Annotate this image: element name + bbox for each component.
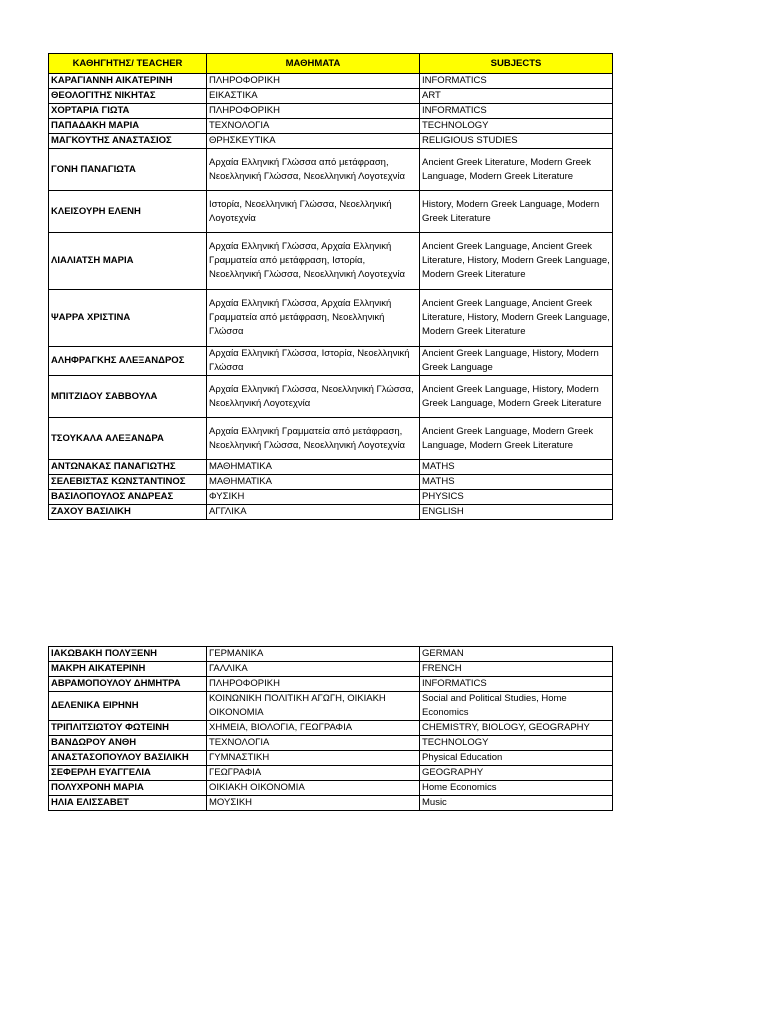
table-row [49,460,613,475]
mathimata-cell: ΜΑΘΗΜΑΤΙΚΑ [207,475,420,490]
teacher-cell: ΜΑΚΡΗ ΑΙΚΑΤΕΡΙΝΗ [49,662,207,677]
mathimata-cell: ΜΟΥΣΙΚΗ [207,796,420,811]
teacher-cell: ΑΒΡΑΜΟΠΟΥΛΟΥ ΔΗΜΗΤΡΑ [49,677,207,692]
mathimata-cell: ΠΛΗΡΟΦΟΡΙΚΗ [207,74,420,89]
table-row [49,647,613,662]
mathimata-cell: ΤΕΧΝΟΛΟΓΙΑ [207,119,420,134]
subjects-cell: INFORMATICS [420,677,613,692]
teacher-cell: ΙΑΚΩΒΑΚΗ ΠΟΛΥΞΕΝΗ [49,647,207,662]
teachers-table-1 [48,53,613,520]
teacher-cell: ΠΟΛΥΧΡΟΝΗ ΜΑΡΙΑ [49,781,207,796]
mathimata-cell: ΟΙΚΙΑΚΗ ΟΙΚΟΝΟΜΙΑ [207,781,420,796]
table-row [49,119,613,134]
table-row [49,490,613,505]
teacher-cell: ΜΠΙΤΖΙΔΟΥ ΣΑΒΒΟΥΛΑ [49,376,207,418]
table-row [49,662,613,677]
table-row [49,692,613,721]
table-row [49,505,613,520]
subjects-cell: FRENCH [420,662,613,677]
mathimata-cell: ΧΗΜΕΙΑ, ΒΙΟΛΟΓΙΑ, ΓΕΩΓΡΑΦΙΑ [207,721,420,736]
mathimata-cell: ΑΓΓΛΙΚΑ [207,505,420,520]
teacher-cell: ΗΛΙΑ ΕΛΙΣΣΑΒΕΤ [49,796,207,811]
teacher-cell: ΧΟΡΤΑΡΙΑ ΓΙΩΤΑ [49,104,207,119]
header-mathimata: ΜΑΘΗΜΑΤΑ [207,54,420,74]
teacher-cell: ΑΛΗΦΡΑΓΚΗΣ ΑΛΕΞΑΝΔΡΟΣ [49,347,207,376]
table-row [49,418,613,460]
subjects-cell: MATHS [420,475,613,490]
table-row [49,677,613,692]
header-subjects: SUBJECTS [420,54,613,74]
subjects-cell: INFORMATICS [420,104,613,119]
table-row [49,149,613,191]
table-row [49,475,613,490]
subjects-cell: Physical Education [420,751,613,766]
mathimata-cell: ΓΥΜΝΑΣΤΙΚΗ [207,751,420,766]
mathimata-cell: Αρχαία Ελληνική Γραμματεία από μετάφραση, Νεοελληνική Γλώσσα, Νεοελληνική Λογοτεχνία [207,418,420,460]
table-row [49,796,613,811]
teacher-cell: ΣΕΦΕΡΛΗ ΕΥΑΓΓΕΛΙΑ [49,766,207,781]
teacher-cell: ΑΝΤΩΝΑΚΑΣ ΠΑΝΑΓΙΩΤΗΣ [49,460,207,475]
subjects-cell: Music [420,796,613,811]
subjects-cell: Ancient Greek Language, Modern Greek Language, Modern Greek Literature [420,418,613,460]
subjects-cell: PHYSICS [420,490,613,505]
teacher-cell: ΖΑΧΟΥ ΒΑΣΙΛΙΚΗ [49,505,207,520]
table-row [49,191,613,233]
mathimata-cell: ΠΛΗΡΟΦΟΡΙΚΗ [207,104,420,119]
table-row [49,376,613,418]
mathimata-cell: ΓΑΛΛΙΚΑ [207,662,420,677]
mathimata-cell: ΕΙΚΑΣΤΙΚΑ [207,89,420,104]
teacher-cell: ΨΑΡΡΑ ΧΡΙΣΤΙΝΑ [49,290,207,347]
teacher-cell: ΔΕΛΕΝΙΚΑ ΕΙΡΗΝΗ [49,692,207,721]
mathimata-cell: Αρχαία Ελληνική Γλώσσα, Ιστορία, Νεοελληνική Γλώσσα [207,347,420,376]
teacher-cell: ΤΣΟΥΚΑΛΑ ΑΛΕΞΑΝΔΡΑ [49,418,207,460]
mathimata-cell: Ιστορία, Νεοελληνική Γλώσσα, Νεοελληνική Λογοτεχνία [207,191,420,233]
subjects-cell: TECHNOLOGY [420,119,613,134]
table-row [49,347,613,376]
table-row [49,290,613,347]
table-row [49,781,613,796]
teacher-cell: ΓΟΝΗ ΠΑΝΑΓΙΩΤΑ [49,149,207,191]
subjects-cell: Ancient Greek Language, Ancient Greek Literature, History, Modern Greek Language, Modern Greek Literature [420,233,613,290]
teacher-cell: ΠΑΠΑΔΑΚΗ ΜΑΡΙΑ [49,119,207,134]
subjects-cell: Ancient Greek Language, History, Modern Greek Language [420,347,613,376]
header-teacher: ΚΑΘΗΓΗΤΗΣ/ TEACHER [49,54,207,74]
mathimata-cell: Αρχαία Ελληνική Γλώσσα από μετάφραση, Νεοελληνική Γλώσσα, Νεοελληνική Λογοτεχνία [207,149,420,191]
table-row [49,766,613,781]
teachers-table-2 [48,646,613,811]
teacher-cell: ΛΙΑΛΙΑΤΣΗ ΜΑΡΙΑ [49,233,207,290]
teacher-cell: ΒΑΝΔΩΡΟΥ ΑΝΘΗ [49,736,207,751]
subjects-cell: Ancient Greek Language, Ancient Greek Literature, History, Modern Greek Language, Modern Greek Literature [420,290,613,347]
mathimata-cell: Αρχαία Ελληνική Γλώσσα, Νεοελληνική Γλώσσα, Νεοελληνική Λογοτεχνία [207,376,420,418]
mathimata-cell: Αρχαία Ελληνική Γλώσσα, Αρχαία Ελληνική Γραμματεία από μετάφραση, Νεοελληνική Γλώσσα [207,290,420,347]
teacher-cell: ΒΑΣΙΛΟΠΟΥΛΟΣ ΑΝΔΡΕΑΣ [49,490,207,505]
mathimata-cell: ΤΕΧΝΟΛΟΓΙΑ [207,736,420,751]
subjects-cell: RELIGIOUS STUDIES [420,134,613,149]
teacher-cell: ΘΕΟΛΟΓΙΤΗΣ ΝΙΚΗΤΑΣ [49,89,207,104]
subjects-cell: CHEMISTRY, BIOLOGY, GEOGRAPHY [420,721,613,736]
teacher-cell: ΜΑΓΚΟΥΤΗΣ ΑΝΑΣΤΑΣΙΟΣ [49,134,207,149]
table-row [49,721,613,736]
teacher-cell: ΑΝΑΣΤΑΣΟΠΟΥΛΟΥ ΒΑΣΙΛΙΚΗ [49,751,207,766]
teacher-cell: ΚΛΕΙΣΟΥΡΗ ΕΛΕΝΗ [49,191,207,233]
table-row [49,134,613,149]
subjects-cell: GEOGRAPHY [420,766,613,781]
subjects-cell: ENGLISH [420,505,613,520]
teacher-cell: ΚΑΡΑΓΙΑΝΝΗ ΑΙΚΑΤΕΡΙΝΗ [49,74,207,89]
table-row [49,89,613,104]
subjects-cell: Ancient Greek Literature, Modern Greek Language, Modern Greek Literature [420,149,613,191]
mathimata-cell: ΘΡΗΣΚΕΥΤΙΚΑ [207,134,420,149]
table-row [49,74,613,89]
subjects-cell: TECHNOLOGY [420,736,613,751]
teacher-cell: ΣΕΛΕΒΙΣΤΑΣ ΚΩΝΣΤΑΝΤΙΝΟΣ [49,475,207,490]
mathimata-cell: ΓΕΩΓΡΑΦΙΑ [207,766,420,781]
subjects-cell: Social and Political Studies, Home Economics [420,692,613,721]
subjects-cell: INFORMATICS [420,74,613,89]
mathimata-cell: Αρχαία Ελληνική Γλώσσα, Αρχαία Ελληνική Γραμματεία από μετάφραση, Ιστορία, Νεοελληνική Γλώσσα, Νεοελληνική Λογοτεχνία [207,233,420,290]
table-row [49,104,613,119]
mathimata-cell: ΓΕΡΜΑΝΙΚΑ [207,647,420,662]
table-row [49,736,613,751]
table-row [49,233,613,290]
mathimata-cell: ΠΛΗΡΟΦΟΡΙΚΗ [207,677,420,692]
subjects-cell: ART [420,89,613,104]
teacher-cell: ΤΡΙΠΛΙΤΣΙΩΤΟΥ ΦΩΤΕΙΝΗ [49,721,207,736]
subjects-cell: History, Modern Greek Language, Modern Greek Literature [420,191,613,233]
header-row [49,54,613,74]
mathimata-cell: ΚΟΙΝΩΝΙΚΗ ΠΟΛΙΤΙΚΗ ΑΓΩΓΗ, ΟΙΚΙΑΚΗ ΟΙΚΟΝΟΜΙΑ [207,692,420,721]
subjects-cell: GERMAN [420,647,613,662]
table-row [49,751,613,766]
subjects-cell: MATHS [420,460,613,475]
subjects-cell: Ancient Greek Language, History, Modern Greek Language, Modern Greek Literature [420,376,613,418]
mathimata-cell: ΜΑΘΗΜΑΤΙΚΑ [207,460,420,475]
mathimata-cell: ΦΥΣΙΚΗ [207,490,420,505]
subjects-cell: Home Economics [420,781,613,796]
